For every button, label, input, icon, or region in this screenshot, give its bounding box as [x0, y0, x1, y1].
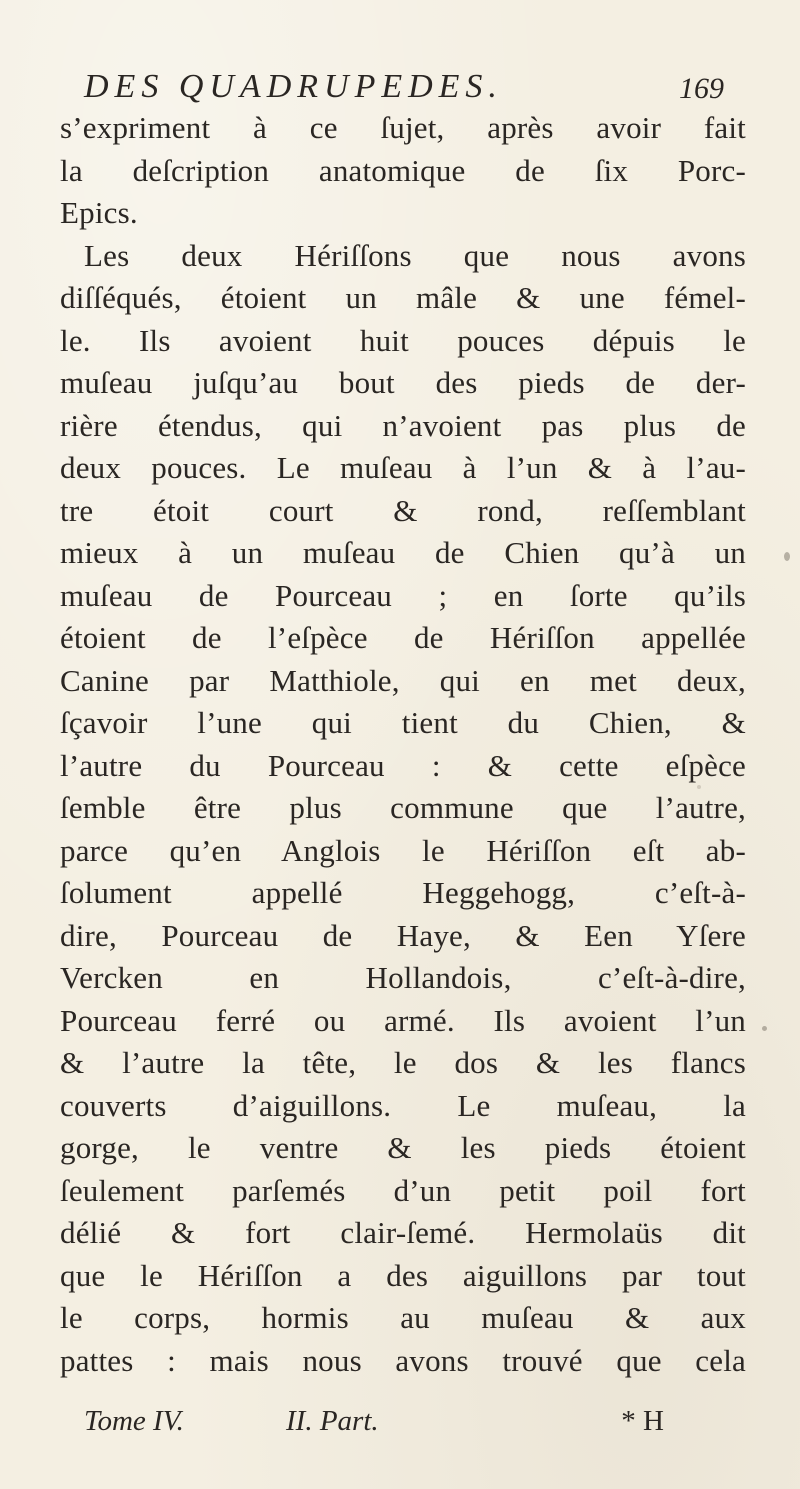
- text-line: parce qu’en Anglois le Hériſſon eſt ab-: [60, 832, 746, 868]
- text-line: étoient de l’eſpèce de Hériſſon appellée: [60, 620, 746, 655]
- text-line: délié & fort clair-ſemé. Hermolaüs dit: [60, 1215, 746, 1250]
- text-line: que le Hériſſon a des aiguillons par tout: [60, 1257, 746, 1293]
- running-head: DES QUADRUPEDES.: [84, 68, 503, 105]
- text-line: Les deux Hériſſons que nous avons: [84, 237, 746, 273]
- text-line: deux pouces. Le muſeau à l’un & à l’au-: [60, 450, 746, 485]
- text-line: couverts d’aiguillons. Le muſeau, la: [60, 1087, 746, 1123]
- text-line: le corps, hormis au muſeau & aux: [60, 1300, 746, 1335]
- text-line: Epics.: [60, 195, 138, 230]
- page-number: 169: [679, 72, 724, 105]
- text-line: ſolument appellé Heggehogg, c’eſt-à-: [60, 875, 746, 910]
- text-line: le. Ils avoient huit pouces dépuis le: [60, 322, 746, 358]
- text-line: diſſéqués, étoient un mâle & une fémel-: [60, 280, 746, 315]
- body-text: [60, 107, 746, 1382]
- paper-speck: [784, 552, 790, 561]
- text-line: & l’autre la tête, le dos & les flancs: [60, 1045, 746, 1080]
- signature-mark: * H: [621, 1405, 664, 1437]
- text-line: gorge, le ventre & les pieds étoient: [60, 1130, 746, 1165]
- text-line: dire, Pourceau de Haye, & Een Yſere: [60, 917, 746, 953]
- text-line: Canine par Matthiole, qui en met deux,: [60, 662, 746, 698]
- paper-speck: [762, 1026, 767, 1031]
- page-header: [84, 68, 724, 108]
- text-line: s’expriment à ce ſujet, après avoir fait: [60, 110, 746, 145]
- text-line: l’autre du Pourceau : & cette eſpèce: [60, 747, 746, 783]
- part-label: II. Part.: [286, 1405, 379, 1437]
- text-line: muſeau de Pourceau ; en ſorte qu’ils: [60, 577, 746, 613]
- text-line: ſemble être plus commune que l’autre,: [60, 790, 746, 825]
- paper-speck: [697, 785, 701, 789]
- text-line: tre étoit court & rond, reſſemblant: [60, 492, 746, 528]
- text-line: Pourceau ferré ou armé. Ils avoient l’un: [60, 1002, 746, 1038]
- text-line: mieux à un muſeau de Chien qu’à un: [60, 535, 746, 570]
- volume-label: Tome IV.: [84, 1405, 184, 1437]
- text-line: ſçavoir l’une qui tient du Chien, &: [60, 705, 746, 740]
- text-line: Vercken en Hollandois, c’eſt-à-dire,: [60, 960, 746, 995]
- text-line: rière étendus, qui n’avoient pas plus de: [60, 407, 746, 443]
- text-line: ſeulement parſemés d’un petit poil fort: [60, 1172, 746, 1208]
- page-footer: [84, 1405, 664, 1445]
- text-line: la deſcription anatomique de ſix Porc-: [60, 152, 746, 188]
- text-line: muſeau juſqu’au bout des pieds de der-: [60, 365, 746, 400]
- text-line: pattes : mais nous avons trouvé que cela: [60, 1342, 746, 1378]
